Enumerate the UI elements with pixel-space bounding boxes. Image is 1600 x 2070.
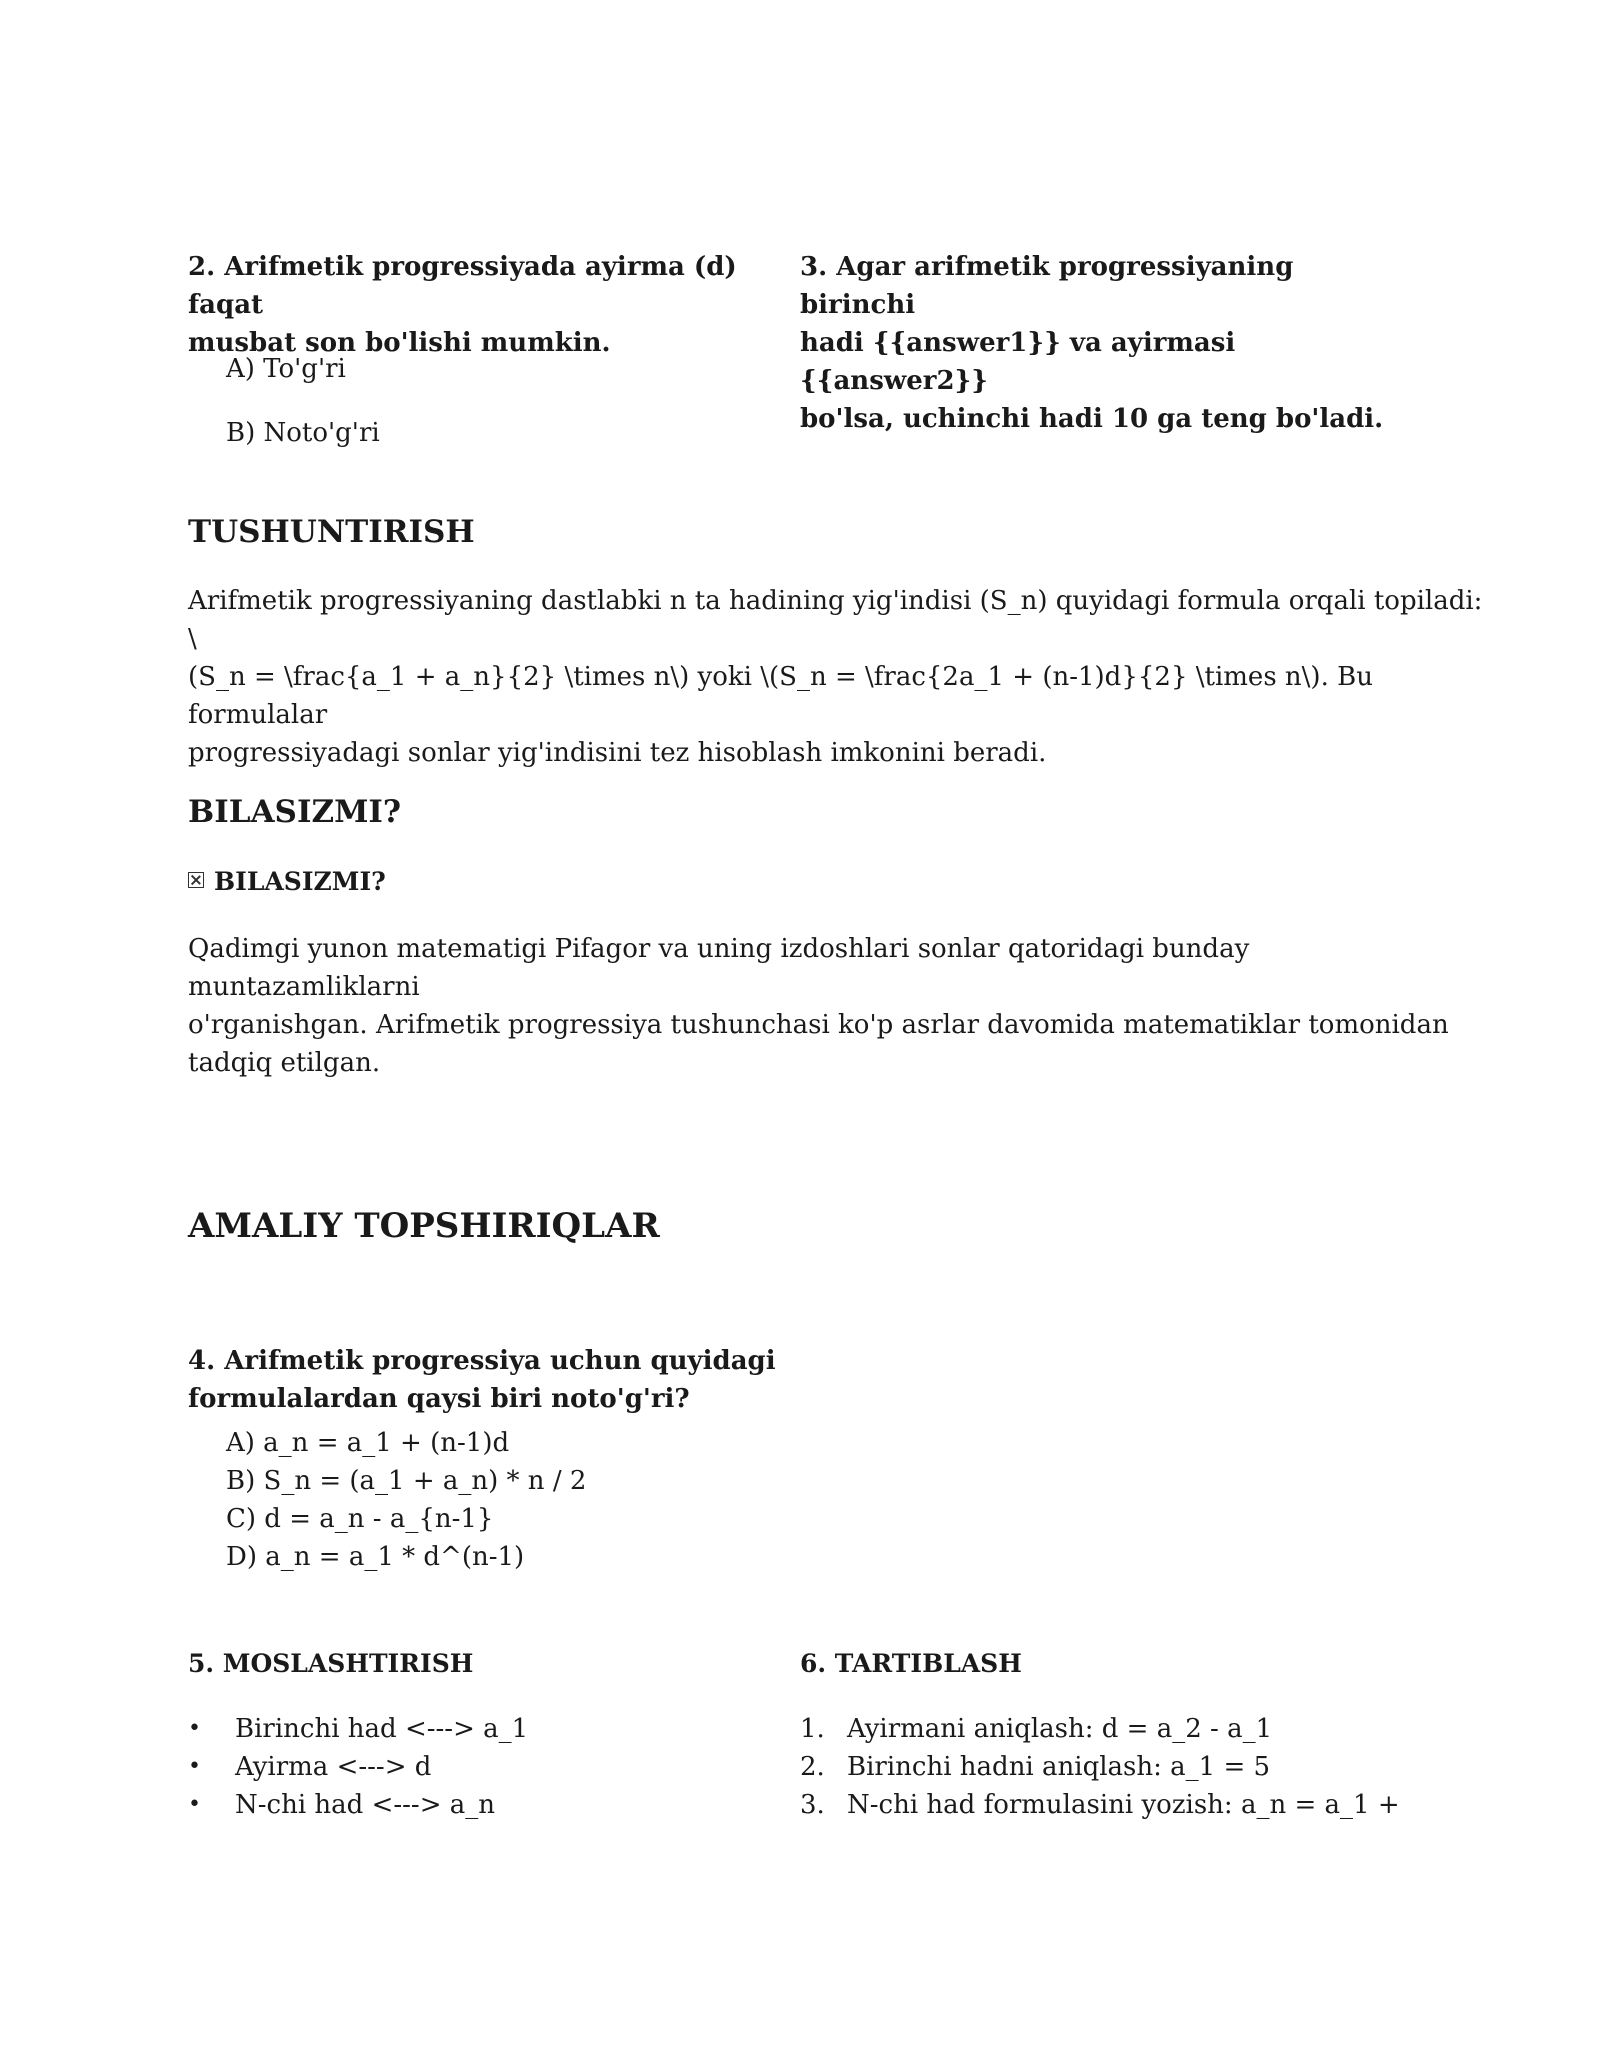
ordering-heading: 6. TARTIBLASH [800, 1649, 1022, 1678]
did-you-know-subheading: BILASIZMI? [188, 864, 386, 900]
list-item: 2. Birinchi hadni aniqlash: a_1 = 5 [800, 1752, 1271, 1782]
explanation-paragraph: Arifmetik progressiyaning dastlabki n ta hadining yig'indisi (S_n) quyidagi formula orqali topiladi: \ (S_n = \frac{a_1 + a_n}{2} \times n\) yoki \(S_n = \frac{2a_1 + (n-1)d}{2} \times n\). Bu formulalar progressiyadagi sonlar yig'indisini tez hisoblash imkonini beradi. [188, 586, 1483, 768]
list-item: 3. N-chi had formulasini yozish: a_n = a_1 + [800, 1790, 1400, 1820]
question-3: 3. Agar arifmetik progressiyaning birinchi hadi {{answer1}} va ayirmasi {{answer2}} bo'lsa, uchinchi hadi 10 ga teng bo'ladi. [800, 252, 1384, 434]
explanation-heading: TUSHUNTIRISH [188, 514, 475, 550]
question-2-option-b[interactable]: B) Noto'g'ri [226, 418, 380, 448]
list-item: • Ayirma <---> d [188, 1752, 432, 1782]
question-2-option-a[interactable]: A) To'g'ri [226, 354, 346, 384]
question-2 [188, 248, 768, 362]
question-4-option-a[interactable]: A) a_n = a_1 + (n-1)d [226, 1428, 510, 1458]
list-item: • N-chi had <---> a_n [188, 1790, 496, 1820]
question-4-option-c[interactable]: C) d = a_n - a_{n-1} [226, 1504, 494, 1534]
ordering-list [800, 1710, 1420, 1824]
question-4-option-d[interactable]: D) a_n = a_1 * d^(n-1) [226, 1542, 525, 1572]
matching-heading: 5. MOSLASHTIRISH [188, 1649, 474, 1678]
list-item: • Birinchi had <---> a_1 [188, 1714, 529, 1744]
list-item: 1. Ayirmani aniqlash: d = a_2 - a_1 [800, 1714, 1273, 1744]
question-4: 4. Arifmetik progressiya uchun quyidagi formulalardan qaysi biri noto'g'ri? [188, 1346, 776, 1414]
question-2-text: 2. Arifmetik progressiyada ayirma (d) faqat musbat son bo'lishi mumkin. [188, 252, 737, 358]
checkbox-icon [188, 872, 204, 888]
practice-heading: AMALIY TOPSHIRIQLAR [188, 1206, 660, 1246]
did-you-know-paragraph: Qadimgi yunon matematigi Pifagor va uning izdoshlari sonlar qatoridagi bunday muntazamliklarni o'rganishgan. Arifmetik progressiya tushunchasi ko'p asrlar davomida matematiklar tomonidan tadqiq etilgan. [188, 934, 1449, 1078]
question-4-options [226, 1424, 586, 1576]
did-you-know-heading: BILASIZMI? [188, 794, 402, 830]
matching-list [188, 1710, 748, 1824]
question-4-option-b[interactable]: B) S_n = (a_1 + a_n) * n / 2 [226, 1466, 587, 1496]
